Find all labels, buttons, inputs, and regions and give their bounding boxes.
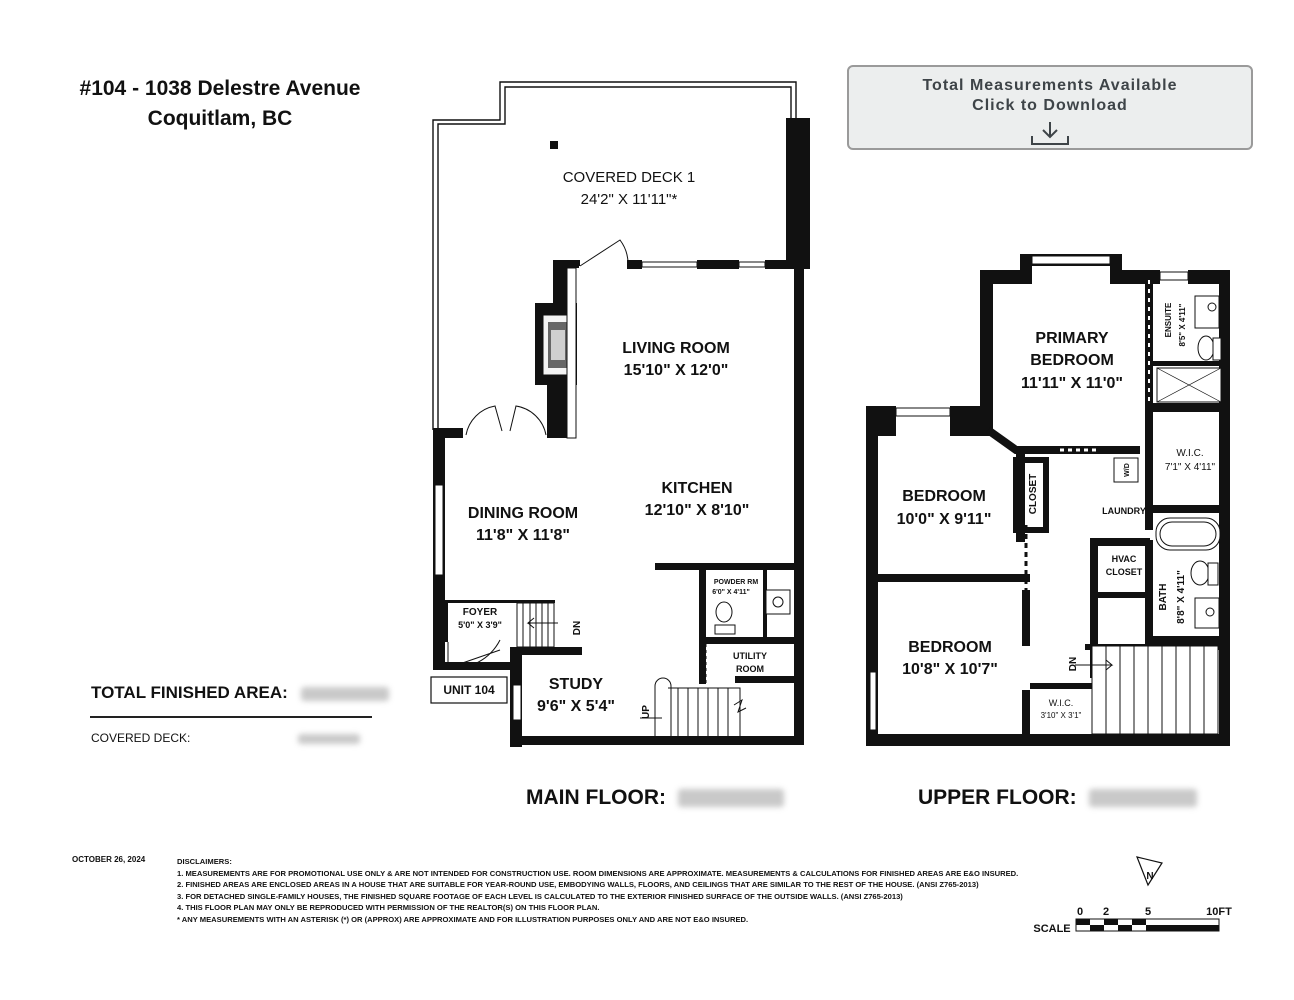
powder-room-name: POWDER RM xyxy=(713,579,759,586)
disclaimer-line-1: 1. MEASUREMENTS ARE FOR PROMOTIONAL USE ONLY & ARE NOT INTENDED FOR CONSTRUCTION USE. ROOM DIMENSIONS ARE APPROXIMATE. MEASUREMENTS & CALCULATIONS FOR FINISHED AREAS ARE E&O INSURED. xyxy=(177,868,1019,878)
living-room-dims: 15'10" X 12'0" xyxy=(623,362,729,379)
unit-label: UNIT 104 xyxy=(443,683,495,697)
utility-room-name: UTILITY xyxy=(733,651,767,661)
upper-floor-caption xyxy=(918,786,1197,810)
disclaimers-title: DISCLAIMERS: xyxy=(177,857,232,866)
total-finished-area xyxy=(91,683,389,703)
total-finished-area-label: TOTAL FINISHED AREA: xyxy=(91,683,288,702)
main-floor-caption xyxy=(526,786,784,810)
total-finished-area-value-redacted xyxy=(301,687,389,701)
hvac-label-2: CLOSET xyxy=(1105,567,1143,577)
closet-label: CLOSET xyxy=(1028,473,1039,515)
covered-deck-area xyxy=(91,731,371,745)
primary-bedroom-dims: 11'11" X 11'0" xyxy=(1021,375,1123,392)
covered-deck-area-value-redacted xyxy=(298,734,360,744)
covered-deck-area-label: COVERED DECK: xyxy=(91,731,191,745)
plan-date: OCTOBER 26, 2024 xyxy=(72,855,146,864)
covered-deck-name: COVERED DECK 1 xyxy=(562,169,696,186)
area-divider xyxy=(90,716,372,718)
laundry-label: LAUNDRY xyxy=(1102,506,1146,516)
primary-bedroom-name: PRIMARY xyxy=(1035,330,1109,347)
address-line-2: Coquitlam, BC xyxy=(147,107,293,130)
bath-name: BATH xyxy=(1158,583,1169,611)
main-floor-label: MAIN FLOOR: xyxy=(526,786,666,809)
covered-deck-dims: 24'2" X 11'11"* xyxy=(580,191,678,208)
bedroom-2-name: BEDROOM xyxy=(908,639,992,656)
disclaimer-line-3: 3. FOR DETACHED SINGLE-FAMILY HOUSES, THE FINISHED SQUARE FOOTAGE OF EACH LEVEL IS CALCULATED TO THE EXTERIOR FINISHED SURFACE OF THE OUTSIDE WALLS. (ANSI Z765-2013) xyxy=(177,891,903,901)
disclaimer-line-4: 4. THIS FLOOR PLAN MAY ONLY BE REPRODUCED WITH PERMISSION OF THE REALTOR(S) ON THIS FLOOR PLAN. xyxy=(177,903,600,912)
living-room-name: LIVING ROOM xyxy=(622,340,730,357)
scale-tick-2: 2 xyxy=(1102,906,1110,918)
utility-room-name-2: ROOM xyxy=(736,664,764,674)
download-box-line-1: Total Measurements Available xyxy=(922,77,1178,94)
kitchen-dims: 12'10" X 8'10" xyxy=(644,502,750,519)
address-line-1: #104 - 1038 Delestre Avenue xyxy=(79,77,361,100)
wic-2-name: W.I.C. xyxy=(1048,698,1074,708)
bedroom-2-dims: 10'8" X 10'7" xyxy=(902,661,998,678)
wic-2-dims: 3'10" X 3'1" xyxy=(1040,711,1082,720)
upper-floor-area-redacted xyxy=(1089,789,1197,807)
main-floor-plan xyxy=(431,82,810,747)
kitchen-name: KITCHEN xyxy=(661,480,733,497)
up-label-main: UP xyxy=(641,705,652,719)
primary-bedroom-name-2: BEDROOM xyxy=(1030,352,1114,369)
bedroom-1-dims: 10'0" X 9'11" xyxy=(896,511,992,528)
dn-label-upper: DN xyxy=(1068,656,1079,672)
powder-room-dims: 6'0" X 4'11" xyxy=(712,589,750,596)
foyer-name: FOYER xyxy=(462,607,498,618)
scale-tick-10: 10FT xyxy=(1206,906,1232,918)
upper-floor-plan xyxy=(866,254,1230,746)
dining-room-name: DINING ROOM xyxy=(467,505,579,522)
bath-dims: 8'8" X 4'11" xyxy=(1176,570,1187,624)
dining-room-dims: 11'8" X 11'8" xyxy=(476,527,570,544)
wic-1-dims: 7'1" X 4'11" xyxy=(1164,462,1216,473)
bedroom-1-name: BEDROOM xyxy=(902,488,986,505)
disclaimer-line-2: 2. FINISHED AREAS ARE ENCLOSED AREAS IN A HOUSE THAT ARE SUITABLE FOR YEAR-ROUND USE, EMBODYING WALLS, FLOORS, AND CEILINGS THAT ARE SIMILAR TO THE REST OF THE HOUSE. (ANSI Z765-2013) xyxy=(177,880,979,889)
wd-label: W/D xyxy=(1124,463,1131,477)
main-floor-area-redacted xyxy=(678,789,784,807)
scale-label: SCALE xyxy=(1033,923,1071,935)
disclaimer-line-5: * ANY MEASUREMENTS WITH AN ASTERISK (*) OR (APPROX) ARE APPROXIMATE AND FOR ILLUSTRATION PURPOSES ONLY AND ARE NOT E&O INSURED. xyxy=(177,914,749,924)
upper-floor-label: UPPER FLOOR: xyxy=(918,786,1077,809)
dn-label-main: DN xyxy=(572,620,583,636)
foyer-dims: 5'0" X 3'9" xyxy=(458,620,502,630)
ensuite-dims: 8'5" X 4'11" xyxy=(1178,303,1187,347)
disclaimers xyxy=(177,856,1077,925)
scale-tick-5: 5 xyxy=(1144,906,1152,918)
ensuite-name: ENSUITE xyxy=(1164,302,1173,338)
study-dims: 9'6" X 5'4" xyxy=(537,698,615,715)
wic-1-name: W.I.C. xyxy=(1176,448,1204,459)
scale-tick-0: 0 xyxy=(1076,906,1084,918)
hvac-label: HVAC xyxy=(1111,554,1137,564)
north-arrow-icon xyxy=(1137,857,1162,885)
download-box-line-2: Click to Download xyxy=(972,97,1128,114)
study-name: STUDY xyxy=(548,676,604,693)
compass-letter: N xyxy=(1146,871,1154,882)
